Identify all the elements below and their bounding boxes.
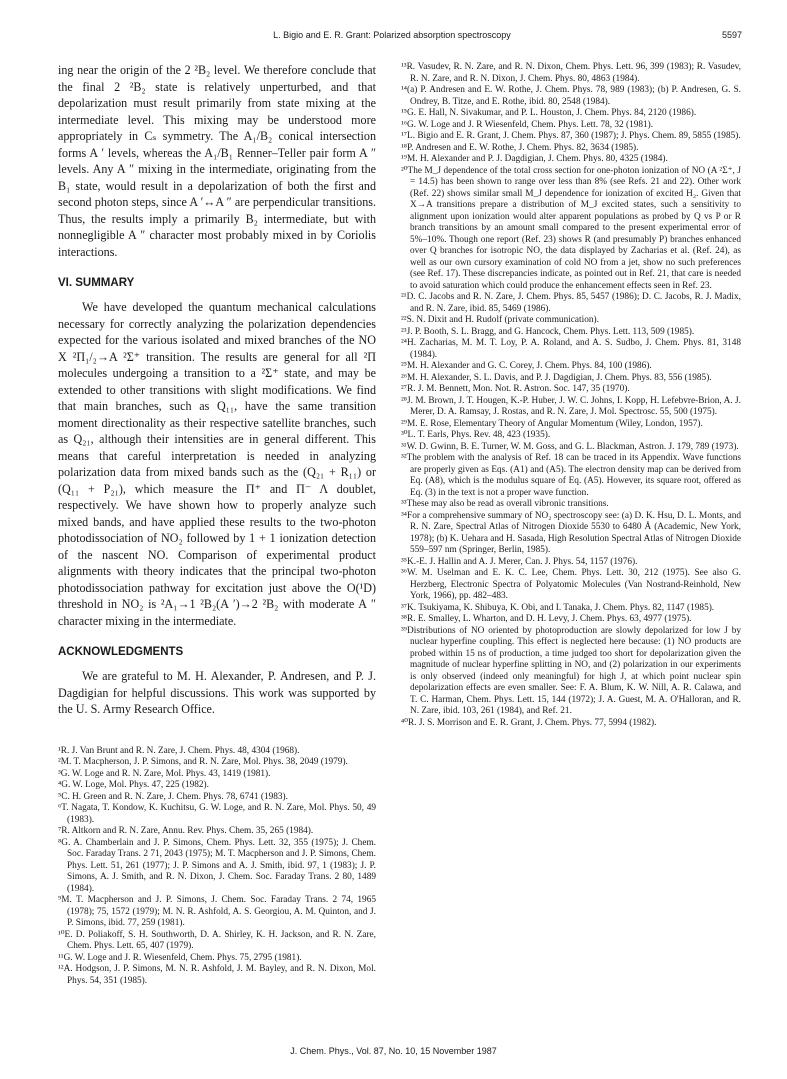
reference-item: ²⁴H. Zacharias, M. M. T. Loy, P. A. Roland, and A. S. Sudbo, J. Chem. Phys. 81, 3148 (1984). (401, 338, 741, 360)
running-title: L. Bigio and E. R. Grant: Polarized absorption spectroscopy (273, 30, 511, 40)
reference-item: ²⁷R. J. M. Bennett, Mon. Not. R. Astron. Soc. 147, 35 (1970). (401, 384, 630, 394)
page-number: 5597 (721, 30, 742, 40)
reference-item: ³¹W. D. Gwinn, B. E. Turner, W. M. Goss, and G. L. Blackman, Astron. J. 179, 789 (1973). (401, 441, 739, 452)
reference-item: ²²S. N. Dixit and H. Rudolf (private communication). (401, 315, 599, 325)
reference-item: ²⁶M. H. Alexander, S. L. Davis, and P. J. Dagdigian, J. Chem. Phys. 83, 556 (1985). (401, 372, 712, 383)
reference-item: ³³These may also be read as overall vibronic transitions. (401, 499, 609, 509)
reference-item: ¹R. J. Van Brunt and R. N. Zare, J. Chem. Phys. 48, 4304 (1968). (58, 745, 300, 756)
reference-item: ⁴⁰R. J. S. Morrison and E. R. Grant, J. Chem. Phys. 77, 5994 (1982). (401, 717, 657, 728)
reference-item: ³⁴For a comprehensive summary of NO₂ spectroscopy see: (a) D. K. Hsu, D. L. Monts, and R. N. Zare, Spectral Atlas of Nitrogen Dioxide 5530 to 6480 Å (Academic, New York, 1978); (b) K. Uehara and H. Sasada, High Resolution Spectral Atlas of Nitrogen Dioxide 559–597 nm (Springer, Berlin, 1985). (401, 510, 742, 555)
reference-item: ³⁸R. E. Smalley, L. Wharton, and D. H. Levy, J. Chem. Phys. 63, 4977 (1975). (401, 614, 692, 624)
reference-item: ⁷R. Altkorn and R. N. Zare, Annu. Rev. Phys. Chem. 35, 265 (1984). (58, 826, 314, 836)
reference-item: ²⁰The M_J dependence of the total cross section for one-photon ionization of NO (A ²Σ⁺, J = 14.5) has been shown to range over less than 8% (see Refs. 21 and 22). Other work (Ref. 22) shows similar small M_J dependence for ionization of excited H₂. Given that X→A transitions prepare a distribution of M_J excited states, such a sensitivity to alignment upon ionization would alter apparent populations as probed by Q vs P or R branch transitions by an amount small compared to the present experimental error of 5%–10%. Though one report (Ref. 23) shows R (and presumably P) branches enhanced over Q branches for isotropic NO, the data displayed by Zacharias et al. (Ref. 24), as well as our own cursory examination of cold NO from a jet, show no such preferences (see Ref. 17). These discrepancies indicate, as pointed out in Ref. 21, that care is needed to avoid saturation which could produce the enhancement effects seen in Ref. 23. (401, 165, 741, 291)
summary-heading: VI. SUMMARY (58, 277, 135, 289)
reference-item: ¹⁷L. Bigio and E. R. Grant, J. Chem. Phys. 87, 360 (1987); J. Phys. Chem. 89, 5855 (1985). (401, 131, 741, 141)
reference-item: ¹¹G. W. Loge and J. R. Wiesenfeld, Chem. Phys. 75, 2795 (1981). (58, 952, 302, 963)
reference-item: ¹⁴(a) P. Andresen and E. W. Rothe, J. Chem. Phys. 78, 989 (1983); (b) P. Andresen, G. S. Ondrey, B. Titze, and E. Rothe, ibid. 80, 2548 (1984). (401, 85, 741, 107)
reference-item: ²⁵M. H. Alexander and G. C. Corey, J. Chem. Phys. 84, 100 (1986). (401, 361, 652, 371)
reference-list-right (401, 62, 741, 729)
right-column (401, 62, 741, 729)
reference-item: ³⁷K. Tsukiyama, K. Shibuya, K. Obi, and I. Tanaka, J. Chem. Phys. 82, 1147 (1985). (401, 602, 715, 613)
reference-item: ²M. T. Macpherson, J. P. Simons, and R. N. Zare, Mol. Phys. 38, 2049 (1979). (58, 757, 348, 767)
reference-item: ¹⁹M. H. Alexander and P. J. Dagdigian, J. Chem. Phys. 80, 4325 (1984). (401, 154, 668, 164)
left-column (58, 62, 376, 987)
reference-item: ²⁸J. M. Brown, J. T. Hougen, K.-P. Huber, J. W. C. Johns, I. Kopp, H. Lefebvre-Brion, A. J. Merer, D. A. Ramsay, J. Rostas, and R. N. Zare, J. Mol. Spectrosc. 55, 500 (1975). (401, 395, 741, 417)
reference-item: ²¹D. C. Jacobs and R. N. Zare, J. Chem. Phys. 85, 5457 (1986); D. C. Jacobs, R. J. Madix, and R. N. Zare, ibid. 85, 5469 (1986). (401, 292, 741, 314)
reference-list-left (58, 746, 376, 988)
reference-item: ¹⁸P. Andresen and E. W. Rothe, J. Chem. Phys. 82, 3634 (1985). (401, 142, 639, 153)
reference-item: ⁹M. T. Macpherson and J. P. Simons, J. Chem. Soc. Faraday Trans. 2 74, 1965 (1978); 75, 1572 (1979); M. N. R. Ashfold, A. S. Georgiou, A. M. Quinton, and J. P. Simons, ibid. 77, 259 (1981). (58, 895, 376, 928)
reference-item: ²⁹M. E. Rose, Elementary Theory of Angular Momentum (Wiley, London, 1957). (401, 418, 703, 429)
reference-item: ¹⁵G. E. Hall, N. Sivakumar, and P. L. Houston, J. Chem. Phys. 84, 2120 (1986). (401, 108, 697, 118)
reference-item: ⁵C. H. Green and R. N. Zare, J. Chem. Phys. 78, 6741 (1983). (58, 791, 288, 802)
reference-item: ¹³R. Vasudev, R. N. Zare, and R. N. Dixon, Chem. Phys. Lett. 96, 399 (1983); R. Vasudev, R. N. Zare, and R. N. Dixon, J. Chem. Phys. 80, 4863 (1984). (401, 62, 741, 84)
reference-item: ⁴G. W. Loge, Mol. Phys. 47, 225 (1982). (58, 780, 209, 790)
reference-item: ¹²A. Hodgson, J. P. Simons, M. N. R. Ashfold, J. M. Bayley, and R. N. Dixon, Mol. Phys. 54, 351 (1985). (58, 964, 376, 986)
reference-item: ³⁶W. M. Uselman and E. K. C. Lee, Chem. Phys. Lett. 30, 212 (1975). See also G. Herzberg, Electronic Spectra of Polyatomic Molecules (Van Nostrand-Reinhold, New York, 1966), pp. 482–483. (401, 568, 741, 601)
reference-item: ³²The problem with the analysis of Ref. 18 can be traced in its Appendix. Wave functions are properly given as Eqs. (A1) and (A5). The electron density map can be derived from Eq. (A8), which is the modulus square of Eq. (A5). However, its square root, offered as Eq. (3) in the text is not a proper wave function. (401, 453, 741, 498)
journal-footer: J. Chem. Phys., Vol. 87, No. 10, 15 November 1987 (290, 1046, 497, 1056)
reference-item: ³G. W. Loge and R. N. Zare, Mol. Phys. 43, 1419 (1981). (58, 768, 271, 779)
reference-item: ¹⁶G. W. Loge and J. R Wiesenfeld, Chem. Phys. Lett. 78, 32 (1981). (401, 119, 654, 130)
reference-item: ¹⁰E. D. Poliakoff, S. H. Southworth, D. A. Shirley, K. H. Jackson, and R. N. Zare, Chem. Phys. Lett. 65, 407 (1979). (58, 929, 376, 951)
conclusion-paragraph: ing near the origin of the 2 ²B₂ level. We therefore conclude that the final 2 ²B₂ state is relatively unperturbed, and that depolarization must result primarily from state mixing at the intermediate level. This mixing may be understood more appropriately in Cₛ symmetry. The A₁/B₂ conical intersection forms A ′ levels, whereas the A₁/B₁ Renner–Teller pair form A ″ levels. Any A ″ mixing in the intermediate, originating from the B₁ state, would result in a depolarization of both the first and second photon steps, since A ′↔A ″ are perpendicular transitions. Thus, the results imply a primarily B₂ intermediate, but with nonnegligible A ″ character most probably mixed in by Coriolis interactions. (58, 63, 376, 259)
reference-item: ²³J. P. Booth, S. L. Bragg, and G. Hancock, Chem. Phys. Lett. 113, 509 (1985). (401, 326, 695, 337)
acknowledgments-paragraph: We are grateful to M. H. Alexander, P. Andresen, and P. J. Dagdigian for helpful discussions. This work was supported by the U. S. Army Research Office. (58, 669, 376, 716)
running-header (42, 30, 742, 44)
reference-item: ⁶T. Nagata, T. Kondow, K. Kuchitsu, G. W. Loge, and R. N. Zare, Mol. Phys. 50, 49 (1983). (58, 803, 376, 825)
reference-item: ³⁰L. T. Earls, Phys. Rev. 48, 423 (1935). (401, 430, 551, 440)
reference-item: ⁸G. A. Chamberlain and J. P. Simons, Chem. Phys. Lett. 32, 355 (1975); J. Chem. Soc. Faraday Trans. 2 71, 2043 (1975); M. T. Macpherson and J. P. Simons, Chem. Phys. Lett. 51, 261 (1977); J. P. Simons and A. J. Smith, ibid. 97, 1 (1983); J. P. Simons, A. J. Smith, and R. N. Dixon, J. Chem. Soc. Faraday Trans. 2 80, 1489 (1984). (58, 837, 376, 894)
acknowledgments-heading: ACKNOWLEDGMENTS (58, 646, 184, 658)
reference-item: ³⁵K.-E. J. Hallin and A. J. Merer, Can. J. Phys. 54, 1157 (1976). (401, 556, 638, 567)
summary-paragraph: We have developed the quantum mechanical calculations necessary for correctly analyzing the polarization dependencies expected for the various isolated and mixed branches of the NO X ²Π₁/₂→A ²Σ⁺ transition. The results are general for all ²Π molecules undergoing a transition to a ²Σ⁺ state, and may be extended to other transitions with slight modifications. We find that main branches, such as Q₁₁, have the same transition moment directionality as their respective satellite branches, such as Q₂₁, although their intensities are in general different. This means that careful interpretation is needed in analyzing polarization data from mixed bands such as the (Q₂₁ + R₁₁) or (Q₁₁ + P₂₁), which measure the Π⁺ and Π⁻ Λ doublet, respectively. We have shown how to properly analyze such mixed bands, and have applied these results to the two-photon photodissociation of NO₂ followed by 1 + 1 ionization detection of the nascent NO. Comparison of experimental product alignments with theory indicates that the principal two-photon photodissociation pathway for excitation just above the O(¹D) threshold in NO₂ is ²A₁→1 ²B₂(A ′)→2 ²B₂ with moderate A ″ character mixing in the intermediate. (58, 300, 376, 628)
reference-item: ³⁹Distributions of NO oriented by photoproduction are slowly depolarized for low J by nuclear hyperfine coupling. This effect is neglected here because: (1) NO products are probed within 15 ns of production, a time judged too short for depolarization given the magnitude of nuclear hyperfine splitting in NO, and (2) polarization in our experiments is only observed (indeed only meaningful) for high J, at which point nuclear spin depolarization effects are even smaller. See: F. A. Blum, K. W. Nill, A. R. Calawa, and T. C. Harman, Chem. Phys. Lett. 15, 144 (1972); J. A. Guest, M. A. O'Halloran, and R. N. Zare, ibid. 103, 261 (1984), and Ref. 21. (401, 625, 741, 716)
